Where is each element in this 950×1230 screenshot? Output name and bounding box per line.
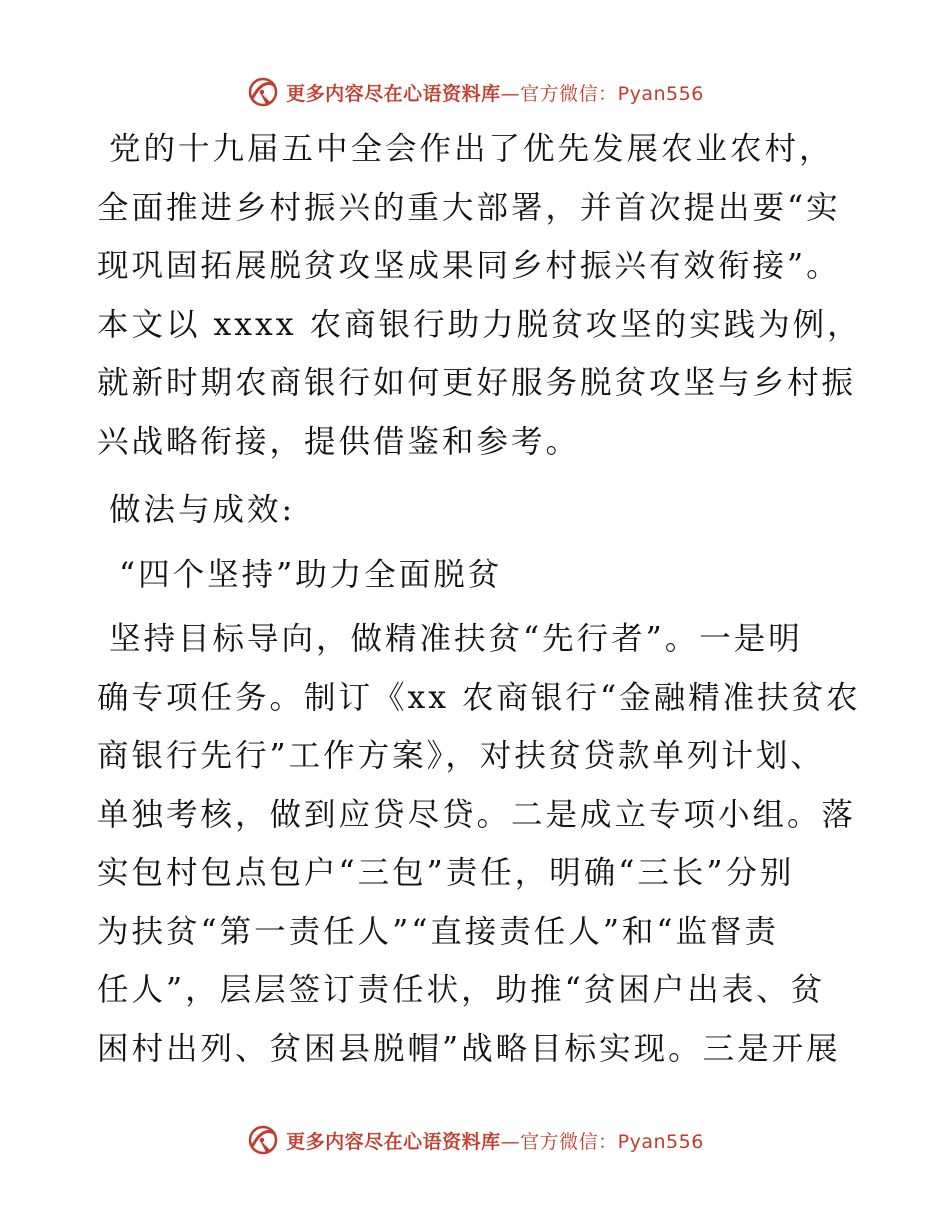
text-line: 就新时期农商银行如何更好服务脱贫攻坚与乡村振: [97, 365, 857, 401]
watermark-dash: —: [500, 82, 521, 105]
watermark-brand-text: 更多内容尽在心语资料库: [286, 1130, 501, 1153]
watermark-wechat-text: 官方微信：Pyan556: [520, 1130, 704, 1153]
footer-watermark-banner: [0, 1118, 950, 1162]
text-line: 现巩固拓展脱贫攻坚成果同乡村振兴有效衔接”。: [97, 248, 841, 284]
text-line: 为扶贫“第一责任人”“直接责任人”和“监督责: [97, 913, 780, 950]
sub-heading-text: “四个坚持”助力全面脱贫: [119, 556, 503, 593]
document-body: [97, 120, 862, 1078]
watermark-content: [246, 1123, 704, 1157]
brand-logo-icon: [246, 75, 280, 109]
text-line: 党的十九届五中全会作出了优先发展农业农村，: [109, 131, 834, 167]
watermark-brand-text: 更多内容尽在心语资料库: [286, 82, 501, 105]
text-line: 本文以 xxxx 农商银行助力脱贫攻坚的实践为例，: [97, 306, 862, 343]
header-watermark-banner: [0, 70, 950, 114]
text-line: 兴战略衔接，提供借鉴和参考。: [97, 423, 581, 460]
text-line: 单独考核，做到应贷尽贷。二是成立专项小组。落: [97, 796, 857, 833]
body-paragraph: [97, 610, 861, 1078]
watermark-text: [286, 1127, 704, 1154]
text-line: 任人”，层层签订责任状，助推“贫困户出表、贫: [97, 972, 826, 1008]
text-line: 实包村包点包户“三包”责任，明确“三长”分别: [97, 855, 795, 891]
section-heading-text: 做法与成效:: [109, 492, 296, 528]
watermark-wechat-text: 官方微信：Pyan556: [520, 82, 704, 105]
watermark-dash: —: [500, 1130, 521, 1153]
brand-logo-icon: [246, 1123, 280, 1157]
sub-heading: [97, 546, 857, 605]
text-line: 全面推进乡村振兴的重大部署，并首次提出要“实: [97, 189, 841, 226]
watermark-text: [286, 79, 704, 106]
text-line: 商银行先行”工作方案》，对扶贫贷款单列计划、: [97, 738, 825, 774]
text-line: 坚持目标导向，做精准扶贫“先行者”。一是明: [109, 621, 803, 657]
section-heading: [97, 481, 857, 540]
text-line: 困村出列、贫困县脱帽”战略目标实现。三是开展: [97, 1030, 841, 1067]
text-line: 确专项任务。制订《xx 农商银行“金融精准扶贫农: [97, 679, 861, 716]
watermark-content: [246, 75, 704, 109]
intro-paragraph: [97, 120, 862, 471]
